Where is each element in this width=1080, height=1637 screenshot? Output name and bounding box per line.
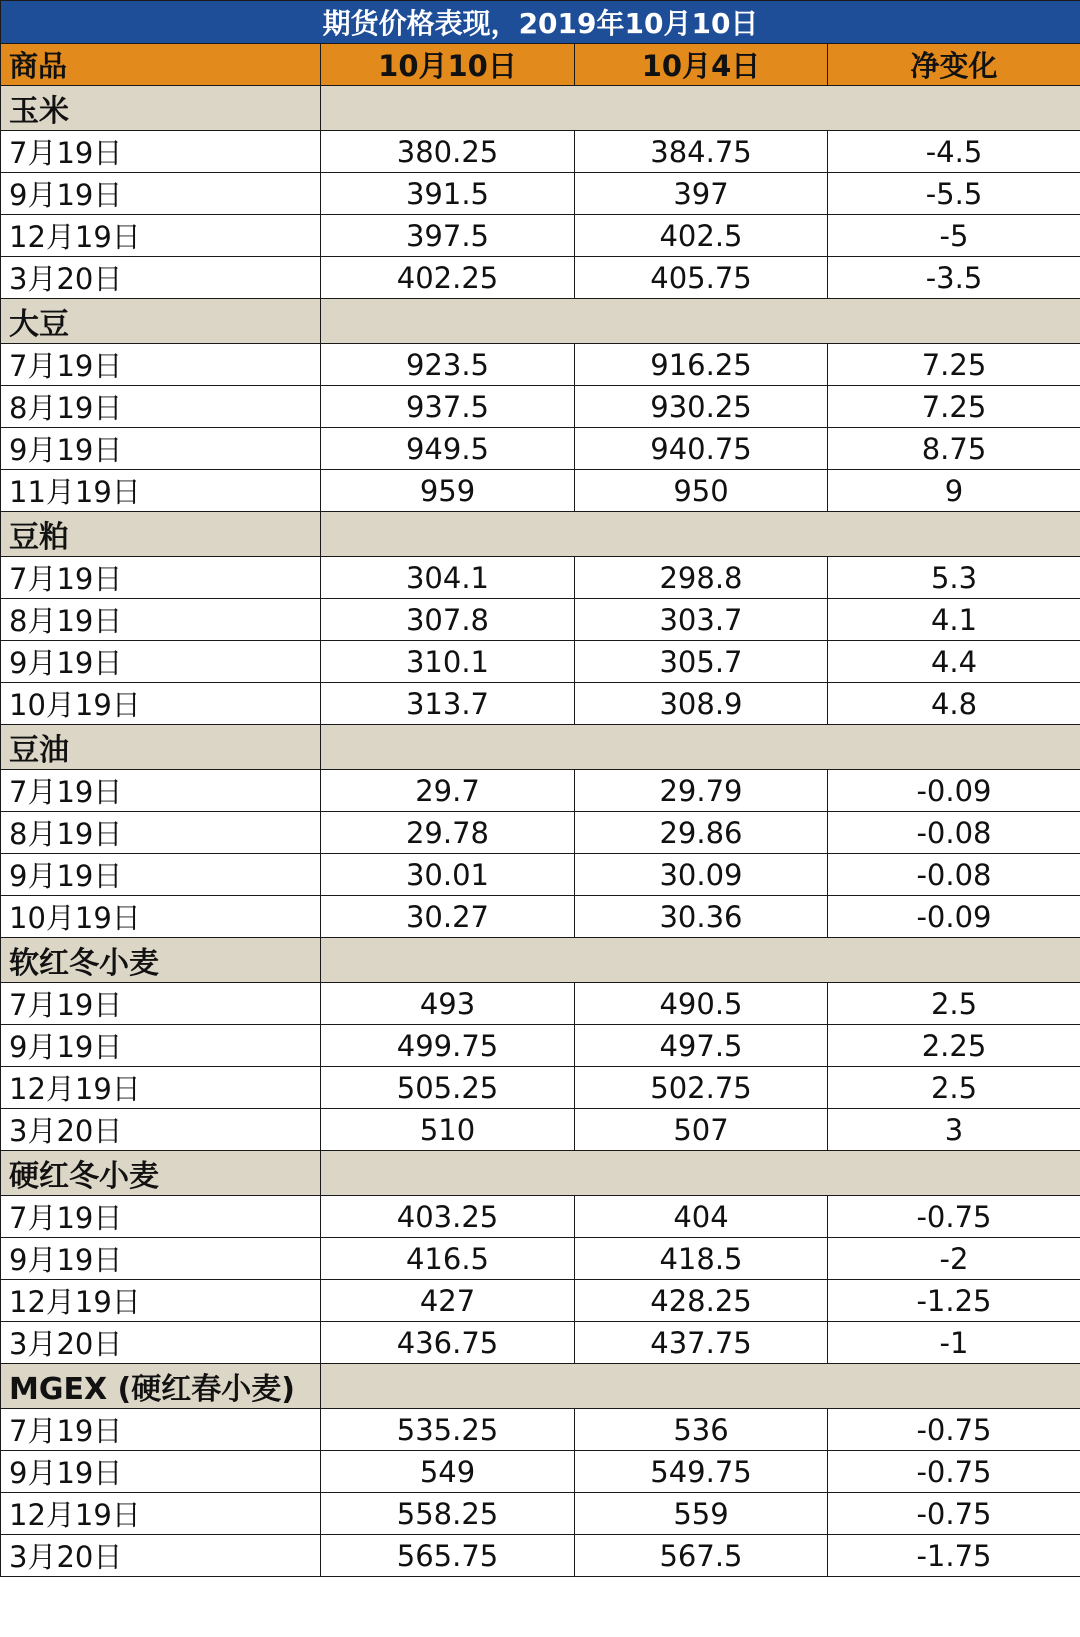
price-oct10-cell: 505.25 (321, 1067, 575, 1109)
table-row (1, 557, 1080, 599)
contract-month-cell: 10月19日 (1, 896, 321, 938)
table-row (1, 1493, 1080, 1535)
table-row (1, 1409, 1080, 1451)
table-row (1, 983, 1080, 1025)
contract-month-cell: 12月19日 (1, 1067, 321, 1109)
commodity-name: 豆粕 (1, 512, 321, 557)
price-oct10-cell: 307.8 (321, 599, 575, 641)
net-change-cell: -0.75 (828, 1409, 1080, 1451)
net-change-cell: -1.75 (828, 1535, 1080, 1577)
net-change-cell: -2 (828, 1238, 1080, 1280)
table-row (1, 428, 1080, 470)
price-oct4-cell: 418.5 (575, 1238, 828, 1280)
contract-month-cell: 8月19日 (1, 599, 321, 641)
contract-month-cell: 9月19日 (1, 854, 321, 896)
price-oct4-cell: 308.9 (575, 683, 828, 725)
commodity-group-row (1, 1151, 1080, 1196)
price-oct4-cell: 397 (575, 173, 828, 215)
table-row (1, 641, 1080, 683)
commodity-group-filler (321, 938, 1080, 983)
price-oct10-cell: 29.78 (321, 812, 575, 854)
table-row (1, 1067, 1080, 1109)
table-row (1, 344, 1080, 386)
price-oct4-cell: 29.86 (575, 812, 828, 854)
price-oct10-cell: 510 (321, 1109, 575, 1151)
table-row (1, 599, 1080, 641)
contract-month-cell: 7月19日 (1, 1409, 321, 1451)
net-change-cell: -0.08 (828, 854, 1080, 896)
contract-month-cell: 7月19日 (1, 770, 321, 812)
table-row (1, 683, 1080, 725)
commodity-group-row (1, 512, 1080, 557)
contract-month-cell: 12月19日 (1, 1280, 321, 1322)
price-oct10-cell: 313.7 (321, 683, 575, 725)
contract-month-cell: 3月20日 (1, 1322, 321, 1364)
commodity-group-row (1, 938, 1080, 983)
net-change-cell: -0.75 (828, 1196, 1080, 1238)
price-oct4-cell: 384.75 (575, 131, 828, 173)
contract-month-cell: 7月19日 (1, 557, 321, 599)
price-oct10-cell: 380.25 (321, 131, 575, 173)
table-row (1, 257, 1080, 299)
price-oct4-cell: 559 (575, 1493, 828, 1535)
contract-month-cell: 9月19日 (1, 1238, 321, 1280)
price-oct10-cell: 416.5 (321, 1238, 575, 1280)
table-row (1, 1535, 1080, 1577)
contract-month-cell: 10月19日 (1, 683, 321, 725)
price-oct4-cell: 30.09 (575, 854, 828, 896)
table-body (1, 86, 1080, 1577)
contract-month-cell: 11月19日 (1, 470, 321, 512)
table-row (1, 1025, 1080, 1067)
net-change-cell: -3.5 (828, 257, 1080, 299)
price-oct10-cell: 923.5 (321, 344, 575, 386)
contract-month-cell: 9月19日 (1, 1025, 321, 1067)
contract-month-cell: 12月19日 (1, 1493, 321, 1535)
net-change-cell: -0.09 (828, 770, 1080, 812)
table-row (1, 1109, 1080, 1151)
contract-month-cell: 8月19日 (1, 812, 321, 854)
price-oct10-cell: 558.25 (321, 1493, 575, 1535)
price-oct10-cell: 949.5 (321, 428, 575, 470)
price-oct4-cell: 305.7 (575, 641, 828, 683)
table-row (1, 1280, 1080, 1322)
price-oct10-cell: 565.75 (321, 1535, 575, 1577)
price-oct4-cell: 502.75 (575, 1067, 828, 1109)
table-row (1, 215, 1080, 257)
table-row (1, 1238, 1080, 1280)
net-change-cell: 5.3 (828, 557, 1080, 599)
header-net-change: 净变化 (828, 44, 1080, 86)
net-change-cell: 2.25 (828, 1025, 1080, 1067)
header-oct10: 10月10日 (321, 44, 575, 86)
price-oct10-cell: 937.5 (321, 386, 575, 428)
price-oct10-cell: 535.25 (321, 1409, 575, 1451)
contract-month-cell: 7月19日 (1, 344, 321, 386)
price-oct4-cell: 567.5 (575, 1535, 828, 1577)
price-oct10-cell: 30.01 (321, 854, 575, 896)
price-oct10-cell: 310.1 (321, 641, 575, 683)
net-change-cell: 3 (828, 1109, 1080, 1151)
table-title: 期货价格表现，2019年10月10日 (1, 1, 1080, 44)
net-change-cell: 4.8 (828, 683, 1080, 725)
contract-month-cell: 9月19日 (1, 428, 321, 470)
price-oct4-cell: 428.25 (575, 1280, 828, 1322)
table-row (1, 1322, 1080, 1364)
commodity-group-filler (321, 512, 1080, 557)
contract-month-cell: 9月19日 (1, 641, 321, 683)
contract-month-cell: 12月19日 (1, 215, 321, 257)
contract-month-cell: 3月20日 (1, 1109, 321, 1151)
table-row (1, 386, 1080, 428)
net-change-cell: 7.25 (828, 344, 1080, 386)
table-row (1, 1451, 1080, 1493)
price-oct4-cell: 916.25 (575, 344, 828, 386)
commodity-name: 大豆 (1, 299, 321, 344)
contract-month-cell: 7月19日 (1, 1196, 321, 1238)
net-change-cell: -0.75 (828, 1451, 1080, 1493)
header-commodity: 商品 (1, 44, 321, 86)
table-row (1, 470, 1080, 512)
net-change-cell: -0.09 (828, 896, 1080, 938)
net-change-cell: -0.75 (828, 1493, 1080, 1535)
commodity-group-filler (321, 725, 1080, 770)
commodity-group-filler (321, 299, 1080, 344)
commodity-name: 软红冬小麦 (1, 938, 321, 983)
commodity-group-row (1, 86, 1080, 131)
net-change-cell: 7.25 (828, 386, 1080, 428)
contract-month-cell: 7月19日 (1, 131, 321, 173)
net-change-cell: 8.75 (828, 428, 1080, 470)
price-oct10-cell: 403.25 (321, 1196, 575, 1238)
price-oct10-cell: 959 (321, 470, 575, 512)
price-oct4-cell: 549.75 (575, 1451, 828, 1493)
net-change-cell: -5.5 (828, 173, 1080, 215)
commodity-name: 玉米 (1, 86, 321, 131)
price-oct10-cell: 29.7 (321, 770, 575, 812)
table-row (1, 770, 1080, 812)
title-row (1, 1, 1080, 44)
price-oct4-cell: 298.8 (575, 557, 828, 599)
commodity-group-row (1, 725, 1080, 770)
price-oct10-cell: 499.75 (321, 1025, 575, 1067)
commodity-group-row (1, 1364, 1080, 1409)
price-oct4-cell: 402.5 (575, 215, 828, 257)
price-oct4-cell: 30.36 (575, 896, 828, 938)
price-oct4-cell: 437.75 (575, 1322, 828, 1364)
net-change-cell: 2.5 (828, 983, 1080, 1025)
price-oct10-cell: 304.1 (321, 557, 575, 599)
commodity-group-filler (321, 1364, 1080, 1409)
price-oct4-cell: 29.79 (575, 770, 828, 812)
price-oct10-cell: 549 (321, 1451, 575, 1493)
price-oct4-cell: 536 (575, 1409, 828, 1451)
contract-month-cell: 8月19日 (1, 386, 321, 428)
table-row (1, 896, 1080, 938)
net-change-cell: 9 (828, 470, 1080, 512)
net-change-cell: 4.4 (828, 641, 1080, 683)
price-oct4-cell: 490.5 (575, 983, 828, 1025)
net-change-cell: -1 (828, 1322, 1080, 1364)
price-oct4-cell: 930.25 (575, 386, 828, 428)
contract-month-cell: 9月19日 (1, 1451, 321, 1493)
table-row (1, 812, 1080, 854)
header-oct4: 10月4日 (575, 44, 828, 86)
commodity-group-filler (321, 86, 1080, 131)
contract-month-cell: 3月20日 (1, 257, 321, 299)
net-change-cell: -1.25 (828, 1280, 1080, 1322)
commodity-name: 豆油 (1, 725, 321, 770)
commodity-group-filler (321, 1151, 1080, 1196)
price-oct10-cell: 436.75 (321, 1322, 575, 1364)
price-oct10-cell: 391.5 (321, 173, 575, 215)
price-oct4-cell: 303.7 (575, 599, 828, 641)
commodity-name: MGEX (硬红春小麦) (1, 1364, 321, 1409)
price-oct10-cell: 30.27 (321, 896, 575, 938)
table-row (1, 1196, 1080, 1238)
commodity-group-row (1, 299, 1080, 344)
price-oct4-cell: 940.75 (575, 428, 828, 470)
contract-month-cell: 9月19日 (1, 173, 321, 215)
table-row (1, 173, 1080, 215)
price-oct4-cell: 507 (575, 1109, 828, 1151)
price-oct4-cell: 950 (575, 470, 828, 512)
net-change-cell: 2.5 (828, 1067, 1080, 1109)
contract-month-cell: 3月20日 (1, 1535, 321, 1577)
net-change-cell: -0.08 (828, 812, 1080, 854)
price-oct4-cell: 405.75 (575, 257, 828, 299)
table-row (1, 131, 1080, 173)
net-change-cell: 4.1 (828, 599, 1080, 641)
price-oct10-cell: 397.5 (321, 215, 575, 257)
price-oct10-cell: 493 (321, 983, 575, 1025)
commodity-name: 硬红冬小麦 (1, 1151, 321, 1196)
table-row (1, 854, 1080, 896)
net-change-cell: -4.5 (828, 131, 1080, 173)
price-oct10-cell: 402.25 (321, 257, 575, 299)
header-row (1, 44, 1080, 86)
price-oct4-cell: 404 (575, 1196, 828, 1238)
contract-month-cell: 7月19日 (1, 983, 321, 1025)
price-oct10-cell: 427 (321, 1280, 575, 1322)
price-oct4-cell: 497.5 (575, 1025, 828, 1067)
net-change-cell: -5 (828, 215, 1080, 257)
